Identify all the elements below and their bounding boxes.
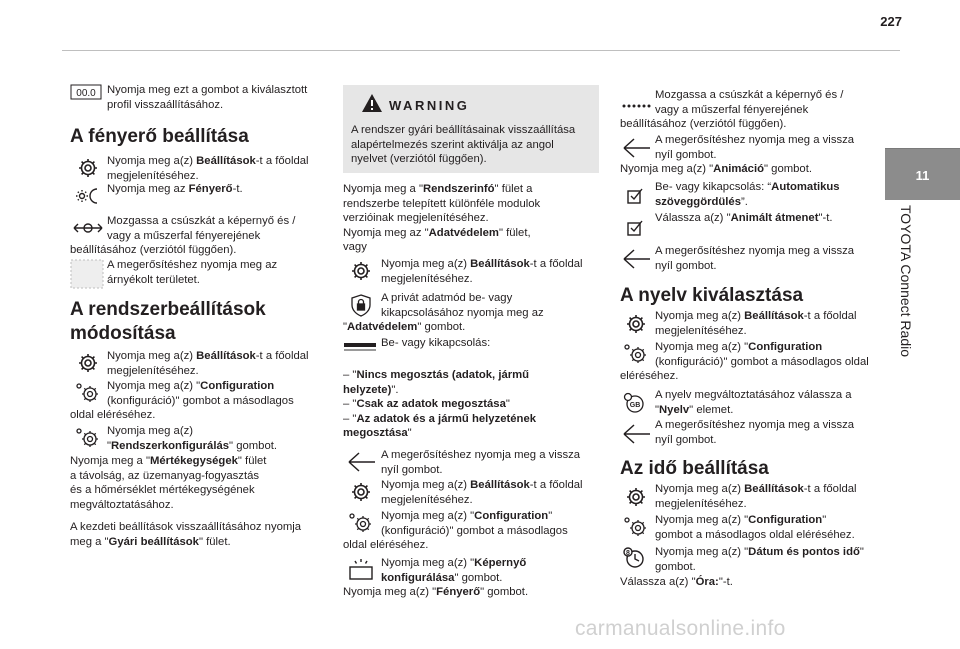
language-step-confirm: A megerősítéshez nyomja meg a vissza nyíl gombot.: [655, 419, 855, 446]
warning-triangle-icon: [361, 93, 383, 113]
gear-icon: [72, 350, 104, 376]
brightness-heading: A fényerő beállítása: [70, 126, 249, 147]
configuration-gear-icon: [72, 425, 104, 451]
time-step-configuration: Nyomja meg a(z) "Configuration" gombot a másodlagos oldal eléréséhez.: [655, 514, 855, 541]
language-heading: A nyelv kiválasztása: [620, 285, 804, 306]
time-step-settings: Nyomja meg a(z) Beállítások-t a főoldal megjelenítéséhez.: [655, 483, 857, 510]
warning-title: WARNING: [389, 98, 470, 113]
language-step-configuration: Nyomja meg a(z) "Configuration (konfiguráció)" gombot a másodlagos oldal: [655, 341, 869, 368]
screen-step-configuration-cont: oldal eléréséhez.: [343, 539, 429, 551]
back-arrow-icon: [345, 449, 377, 475]
slider-dots-icon: [620, 91, 652, 117]
screen-brightness-icon: [345, 557, 377, 583]
system-step-system-config: Nyomja meg a(z) "Rendszerkonfigurálás" gombot.: [107, 425, 278, 452]
language-icon-label: GB: [629, 402, 641, 409]
privacy-step-confirm: A megerősítéshez nyomja meg a vissza nyíl gombot.: [381, 449, 581, 476]
language-step-configuration-cont: eléréséhez.: [620, 370, 679, 382]
col3-confirm-step: A megerősítéshez nyomja meg a vissza nyíl gombot.: [655, 134, 855, 161]
chapter-tab: [885, 148, 960, 200]
warning-header: [361, 93, 470, 115]
privacy-step-settings: Nyomja meg a(z) Beállítások-t a főoldal megjelenítéséhez.: [381, 258, 583, 285]
brightness-step-settings: Nyomja meg a(z) Beállítások-t a főoldal megjelenítéséhez.: [107, 155, 309, 182]
time-heading: Az idő beállítása: [620, 458, 769, 479]
configuration-gear-icon: [620, 341, 652, 367]
animation-paragraph: Nyomja meg a(z) "Animáció" gombot.: [620, 163, 812, 175]
brightness-step-slider: Mozgassa a csúszkát a képernyő és / vagy a műszerfal fényerejének: [107, 215, 296, 242]
system-settings-heading-2: módosítása: [70, 323, 176, 344]
header-rule: [62, 50, 900, 51]
privacy-step-toggle-cont: "Adatvédelem" gombot.: [343, 321, 466, 333]
checkbox-icon: [620, 215, 652, 241]
col3-slider-step: Mozgassa a csúszkát a képernyő és / vagy a műszerfal fényerejének: [655, 89, 844, 116]
checkbox-icon: [620, 183, 652, 209]
back-arrow-icon: [620, 421, 652, 447]
gear-icon: [620, 484, 652, 510]
screen-step-settings: Nyomja meg a(z) Beállítások-t a főoldal megjelenítéséhez.: [381, 479, 583, 506]
system-step-configuration: Nyomja meg a(z) "Configuration (konfiguráció)" gombot a másodlagos: [107, 380, 294, 407]
reset-counter-icon: [70, 84, 102, 100]
shaded-area-icon: [70, 259, 104, 289]
screen-step-configuration: Nyomja meg a(z) "Configuration" (konfiguráció)" gombot a másodlagos: [381, 510, 568, 537]
screen-brightness-paragraph: Nyomja meg a(z) "Fényerő" gombot.: [343, 586, 529, 598]
col3-slider-step-cont: beállításához (verziótól függően).: [620, 118, 787, 130]
configuration-gear-icon: [72, 380, 104, 406]
reset-counter-icon-label: 00.0: [76, 88, 96, 99]
brightness-step-slider-cont: beállításához (verziótól függően).: [70, 244, 237, 256]
brightness-step-confirm: A megerősítéshez nyomja meg az árnyékolt területet.: [107, 259, 278, 286]
chapter-number: 11: [915, 168, 930, 183]
animation-confirm-step: A megerősítéshez nyomja meg a vissza nyíl gombot.: [655, 245, 855, 272]
system-info-paragraph: Nyomja meg a "Rendszerinfó" fület a rendszerbe telepített különféle modulok verzióinak megjelenítéséhez. Nyomja meg az "Adatvédelem" fület, vagy: [343, 183, 541, 254]
language-step-settings: Nyomja meg a(z) Beállítások-t a főoldal megjelenítéséhez.: [655, 310, 857, 337]
privacy-shield-icon: [345, 292, 377, 318]
system-units-paragraph: Nyomja meg a "Mértékegységek" fület a távolság, az üzemanyag-fogyasztás és a hőmérséklet mértékegységének megváltoztatásához.: [70, 455, 267, 511]
clock-icon: [620, 545, 652, 571]
time-step-date-time: Nyomja meg a(z) "Dátum és pontos idő" gombot.: [655, 546, 864, 573]
profile-reset-text: Nyomja meg ezt a gombot a kiválasztott profil visszaállításához.: [107, 84, 308, 111]
configuration-gear-icon: [345, 510, 377, 536]
brightness-icon: [72, 183, 104, 209]
gear-icon: [345, 479, 377, 505]
language-icon: [620, 389, 652, 415]
system-settings-heading-1: A rendszerbeállítások: [70, 299, 266, 320]
warning-text: A rendszer gyári beállításainak visszaállítása alapértelmezés szerint aktiválja az angol nyelvet (verziótól függően).: [351, 124, 576, 166]
system-step-settings: Nyomja meg a(z) Beállítások-t a főoldal megjelenítéséhez.: [107, 350, 309, 377]
language-step-select: A nyelv megváltoztatásához válassza a "Nyelv" elemet.: [655, 389, 852, 416]
back-arrow-icon: [620, 135, 652, 161]
page-number: 227: [880, 14, 902, 29]
system-step-configuration-cont: oldal eléréséhez.: [70, 409, 156, 421]
time-hour-paragraph: Válassza a(z) "Óra:"-t.: [620, 576, 733, 588]
privacy-options-list: – "Nincs megosztás (adatok, jármű helyzete)". – "Csak az adatok megosztása" – "Az adatok és a jármű helyzetének megosztása": [343, 369, 537, 440]
gear-icon: [620, 311, 652, 337]
screen-step-display-config: Nyomja meg a(z) "Képernyő konfigurálása" gombot.: [381, 557, 527, 584]
configuration-gear-icon: [620, 514, 652, 540]
animated-transition-step: Válassza a(z) "Animált átmenet"-t.: [655, 212, 833, 224]
privacy-step-toggle: A privát adatmód be- vagy kikapcsolásához nyomja meg az: [381, 292, 544, 319]
slider-drag-icon: [72, 215, 104, 241]
chapter-title-vertical: [896, 205, 916, 635]
brightness-step-select: Nyomja meg az Fényerő-t.: [107, 183, 243, 195]
back-arrow-icon: [620, 246, 652, 272]
toggle-switch-icon: [343, 338, 377, 354]
watermark: carmanualsonline.info: [575, 617, 786, 640]
animation-toggle-step: Be- vagy kikapcsolás: “Automatikus szöveggördülés”.: [655, 181, 840, 208]
gear-icon: [72, 155, 104, 181]
gear-icon: [345, 258, 377, 284]
chapter-title: TOYOTA Connect Radio: [898, 205, 914, 357]
privacy-step-onoff: Be- vagy kikapcsolás:: [381, 337, 491, 349]
system-factory-reset-paragraph: A kezdeti beállítások visszaállításához nyomja meg a "Gyári beállítások" fület.: [70, 521, 302, 548]
clock-icon-label: 8: [626, 550, 630, 557]
warning-box: [343, 85, 599, 173]
